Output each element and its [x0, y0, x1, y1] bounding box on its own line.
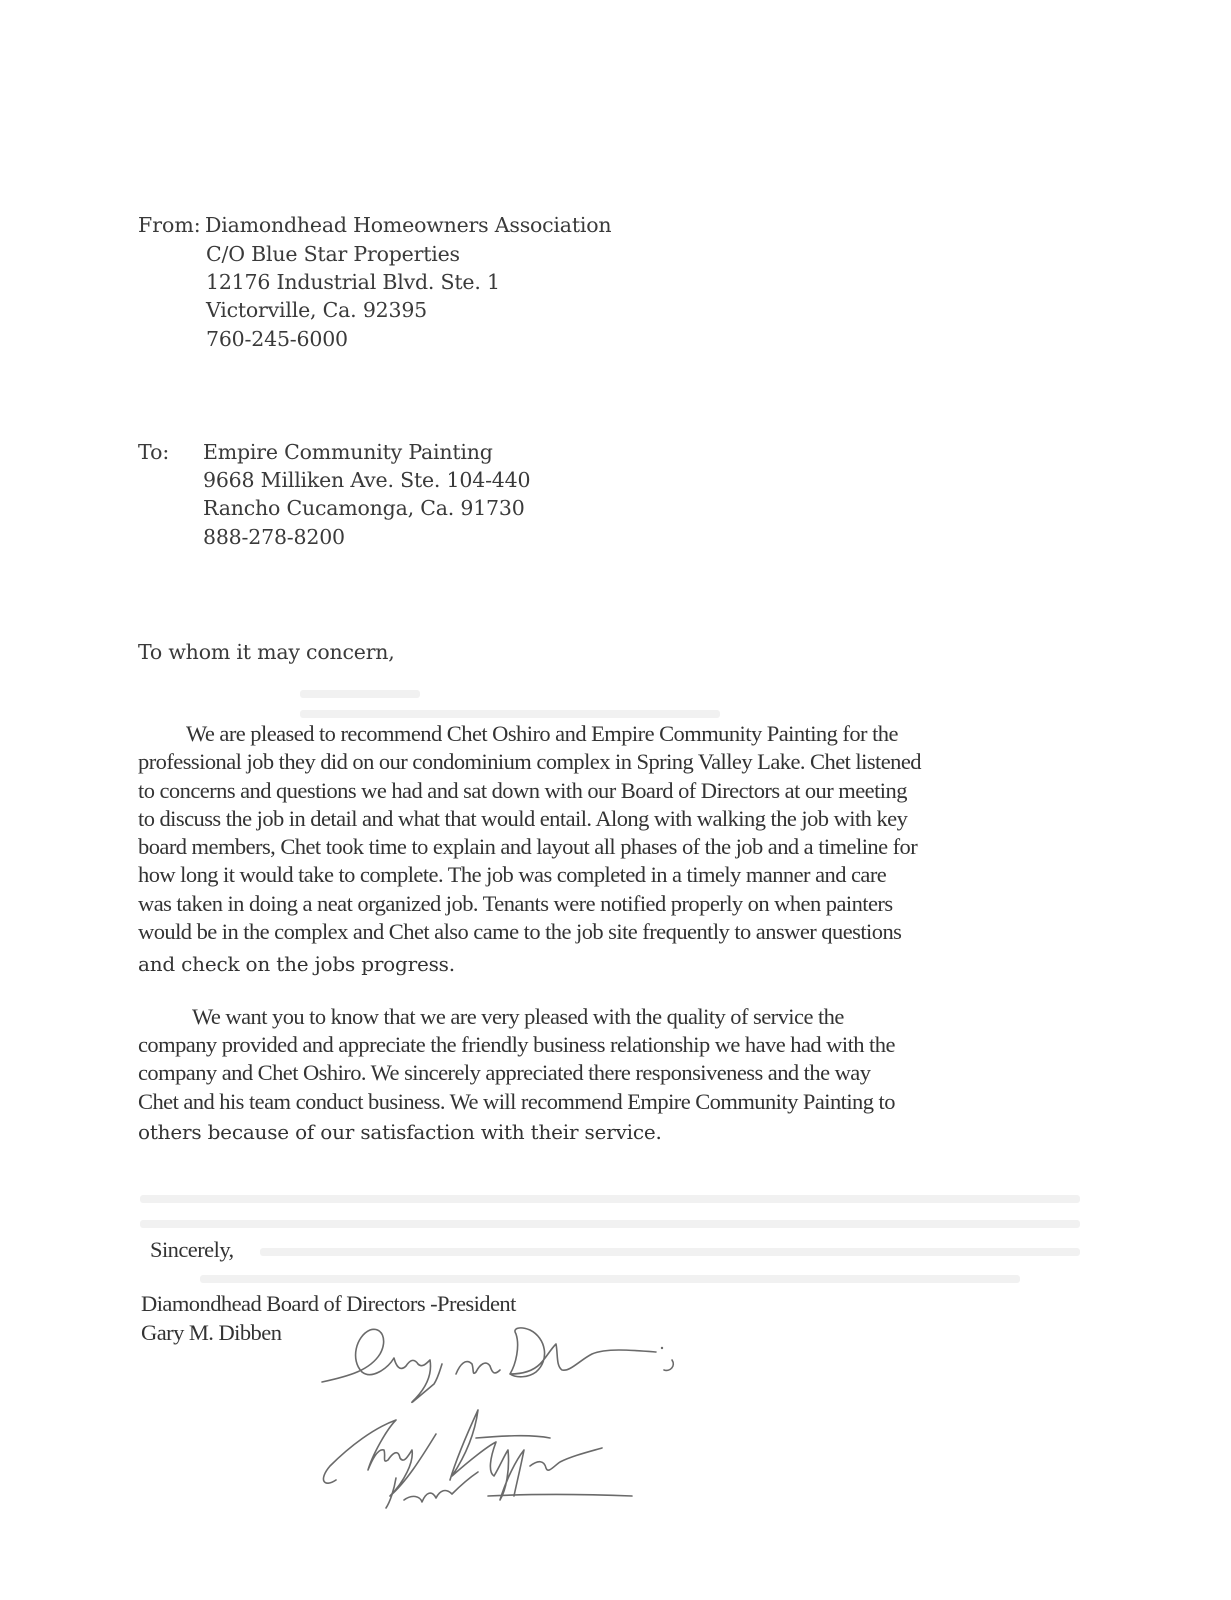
signer-title: Diamondhead Board of Directors -President — [141, 1291, 516, 1316]
paragraph-1-line: to discuss the job in detail and what that would entail. Along with walking the job with key — [138, 806, 908, 831]
paragraph-1-line: how long it would take to complete. The job was completed in a timely manner and care — [138, 862, 887, 887]
bleed-through-mark — [300, 690, 420, 698]
bleed-through-mark — [140, 1220, 1080, 1228]
to-line: 888-278-8200 — [203, 525, 345, 549]
bleed-through-mark — [140, 1195, 1080, 1203]
to-line: Rancho Cucamonga, Ca. 91730 — [203, 496, 525, 520]
salutation: To whom it may concern, — [138, 640, 395, 664]
signature-gary-m-dibben-icon — [322, 1328, 673, 1402]
paragraph-2-line: We want you to know that we are very pleased with the quality of service the — [192, 1004, 844, 1029]
from-line: 12176 Industrial Blvd. Ste. 1 — [206, 270, 500, 294]
from-line: 760-245-6000 — [206, 327, 348, 351]
closing: Sincerely, — [150, 1237, 234, 1262]
paragraph-1-line: and check on the jobs progress. — [138, 952, 455, 976]
paragraph-1-line: We are pleased to recommend Chet Oshiro and Empire Community Painting for the — [186, 721, 898, 746]
from-line: C/O Blue Star Properties — [206, 242, 460, 266]
from-line: Diamondhead Homeowners Association — [205, 213, 612, 237]
paragraph-1-line: was taken in doing a neat organized job. Tenants were notified properly on when painters — [138, 891, 893, 916]
paragraph-2-line: company provided and appreciate the friendly business relationship we have had with the — [138, 1032, 895, 1057]
paragraph-1-line: to concerns and questions we had and sat down with our Board of Directors at our meeting — [138, 778, 907, 803]
from-label: From: — [138, 213, 201, 237]
signature-gary-steffen-icon — [323, 1410, 602, 1500]
paragraph-2-line: Chet and his team conduct business. We will recommend Empire Community Painting to — [138, 1089, 895, 1114]
to-line: Empire Community Painting — [203, 440, 493, 464]
paragraph-1-line: professional job they did on our condominium complex in Spring Valley Lake. Chet listened — [138, 749, 922, 774]
signer-name: Gary M. Dibben — [141, 1320, 282, 1345]
bleed-through-mark — [260, 1248, 1080, 1256]
bleed-through-mark — [200, 1275, 1020, 1283]
bleed-through-mark — [300, 710, 720, 718]
to-line: 9668 Milliken Ave. Ste. 104-440 — [203, 468, 531, 492]
to-label: To: — [138, 440, 170, 464]
paragraph-1-line: would be in the complex and Chet also came to the job site frequently to answer questions — [138, 919, 902, 944]
handwritten-signatures — [310, 1310, 780, 1510]
paragraph-2-line: company and Chet Oshiro. We sincerely appreciated there responsiveness and the way — [138, 1060, 871, 1085]
paragraph-2-line: others because of our satisfaction with their service. — [138, 1120, 662, 1144]
paragraph-1-line: board members, Chet took time to explain and layout all phases of the job and a timeline for — [138, 834, 918, 859]
from-line: Victorville, Ca. 92395 — [206, 298, 428, 322]
